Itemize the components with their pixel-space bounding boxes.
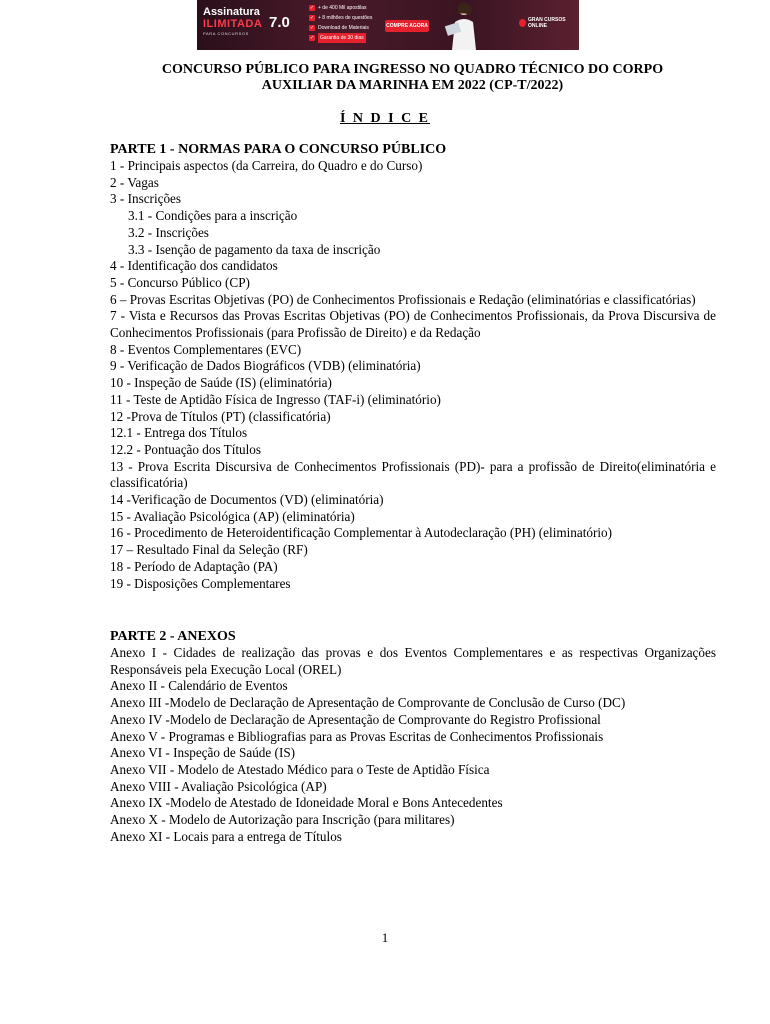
check-icon: ✓ — [309, 35, 315, 41]
check-icon: ✓ — [309, 25, 315, 31]
list-item: 11 - Teste de Aptidão Física de Ingresso (TAF-i) (eliminatório) — [110, 391, 441, 407]
list-item: 4 - Identificação dos candidatos — [110, 258, 278, 274]
list-item: 19 - Disposições Complementares — [110, 575, 291, 591]
logo-mark-icon — [519, 19, 526, 27]
banner-brand-line3: PARA CONCURSOS — [203, 31, 249, 36]
banner-feature: ✓ Garantia de 30 dias — [309, 35, 364, 41]
list-item: 3.2 - Inscrições — [128, 224, 209, 240]
banner-feature: ✓ + 8 milhões de questões — [309, 15, 373, 21]
list-item: 16 - Procedimento de Heteroidentificação Complementar à Autodeclaração (PH) (eliminatório) — [110, 525, 613, 541]
list-item: Anexo II - Calendário de Eventos — [110, 678, 288, 694]
list-item: 18 - Período de Adaptação (PA) — [110, 558, 278, 574]
part2-heading: PARTE 2 - ANEXOS — [110, 629, 236, 644]
banner-brand-line1: Assinatura — [203, 6, 260, 18]
list-item: 10 - Inspeção de Saúde (IS) (eliminatória) — [110, 375, 332, 391]
list-item: 12 -Prova de Títulos (PT) (classificatória) — [110, 408, 331, 424]
banner-person-illustration — [442, 0, 484, 50]
list-item: Anexo X - Modelo de Autorização para Inscrição (para militares) — [110, 812, 455, 828]
banner-logo: GRAN CURSOS ONLINE — [519, 17, 579, 29]
list-item: Anexo XI - Locais para a entrega de Títulos — [110, 828, 342, 844]
page-number: 1 — [381, 930, 389, 945]
index-heading: Í N D I C E — [339, 111, 431, 126]
banner-feature: ✓ + de 400 Mil apostilas — [309, 5, 367, 11]
list-item: 7 - Vista e Recursos das Provas Escritas Objetivas (PO) de Conhecimentos Profissionais, da Prova Discursiva de Conhecimentos Profissionais (para Profissão de Direito) e da Redação — [110, 308, 716, 341]
list-item: Anexo V - Programas e Bibliografias para as Provas Escritas de Conhecimentos Profissionais — [110, 728, 604, 744]
document-title-line2: AUXILIAR DA MARINHA EM 2022 (CP-T/2022) — [261, 78, 564, 93]
ad-banner[interactable] — [197, 0, 579, 50]
list-item: Anexo VII - Modelo de Atestado Médico para o Teste de Aptidão Física — [110, 761, 490, 777]
banner-brand-line2: ILIMITADA — [203, 18, 263, 30]
list-item: 8 - Eventos Complementares (EVC) — [110, 341, 302, 357]
list-item: 17 – Resultado Final da Seleção (RF) — [110, 542, 308, 558]
check-icon: ✓ — [309, 5, 315, 11]
list-item: 9 - Verificação de Dados Biográficos (VDB) (eliminatória) — [110, 358, 421, 374]
part2-list — [110, 645, 716, 845]
list-item: 12.1 - Entrega dos Títulos — [110, 425, 248, 441]
list-item: Anexo IX -Modelo de Atestado de Idoneidade Moral e Bons Antecedentes — [110, 795, 503, 811]
list-item: 12.2 - Pontuação dos Títulos — [110, 441, 262, 457]
banner-cta-button[interactable]: COMPRE AGORA — [385, 20, 429, 32]
list-item: Anexo VI - Inspeção de Saúde (IS) — [110, 745, 296, 761]
list-item: 14 -Verificação de Documentos (VD) (eliminatória) — [110, 492, 384, 508]
banner-version: 7.0 — [269, 14, 290, 31]
list-item: 5 - Concurso Público (CP) — [110, 274, 250, 290]
document-title-line1: CONCURSO PÚBLICO PARA INGRESSO NO QUADRO TÉCNICO DO CORPO — [161, 62, 664, 77]
list-item: 3.1 - Condições para a inscrição — [128, 208, 298, 224]
list-item: Anexo III -Modelo de Declaração de Apresentação de Comprovante de Conclusão de Curso (DC) — [110, 695, 626, 711]
list-item: 2 - Vagas — [110, 174, 159, 190]
list-item: Anexo IV -Modelo de Declaração de Apresentação de Comprovante do Registro Profissional — [110, 711, 601, 727]
list-item: 13 - Prova Escrita Discursiva de Conhecimentos Profissionais (PD)- para a profissão de Direito(eliminatória e classificatória) — [110, 458, 716, 491]
list-item: Anexo I - Cidades de realização das provas e dos Eventos Complementares e as respectivas Organizações Responsáveis pela Execução Local (OREL) — [110, 645, 716, 677]
list-item: 15 - Avaliação Psicológica (AP) (eliminatória) — [110, 508, 355, 524]
list-item: 1 - Principais aspectos (da Carreira, do Quadro e do Curso) — [110, 158, 423, 173]
document-title — [100, 62, 725, 94]
banner-feature: ✓ Download de Materiais — [309, 25, 369, 31]
list-item: 3 - Inscrições — [110, 191, 182, 207]
check-icon: ✓ — [309, 15, 315, 21]
part1-heading: PARTE 1 - NORMAS PARA O CONCURSO PÚBLICO — [110, 142, 447, 157]
banner-features — [309, 3, 372, 43]
part1-list — [110, 158, 716, 592]
list-item: 6 – Provas Escritas Objetivas (PO) de Conhecimentos Profissionais e Redação (eliminatórias e classificatórias) — [110, 291, 696, 307]
list-item: 3.3 - Isenção de pagamento da taxa de inscrição — [128, 241, 381, 257]
list-item: Anexo VIII - Avaliação Psicológica (AP) — [110, 778, 327, 794]
